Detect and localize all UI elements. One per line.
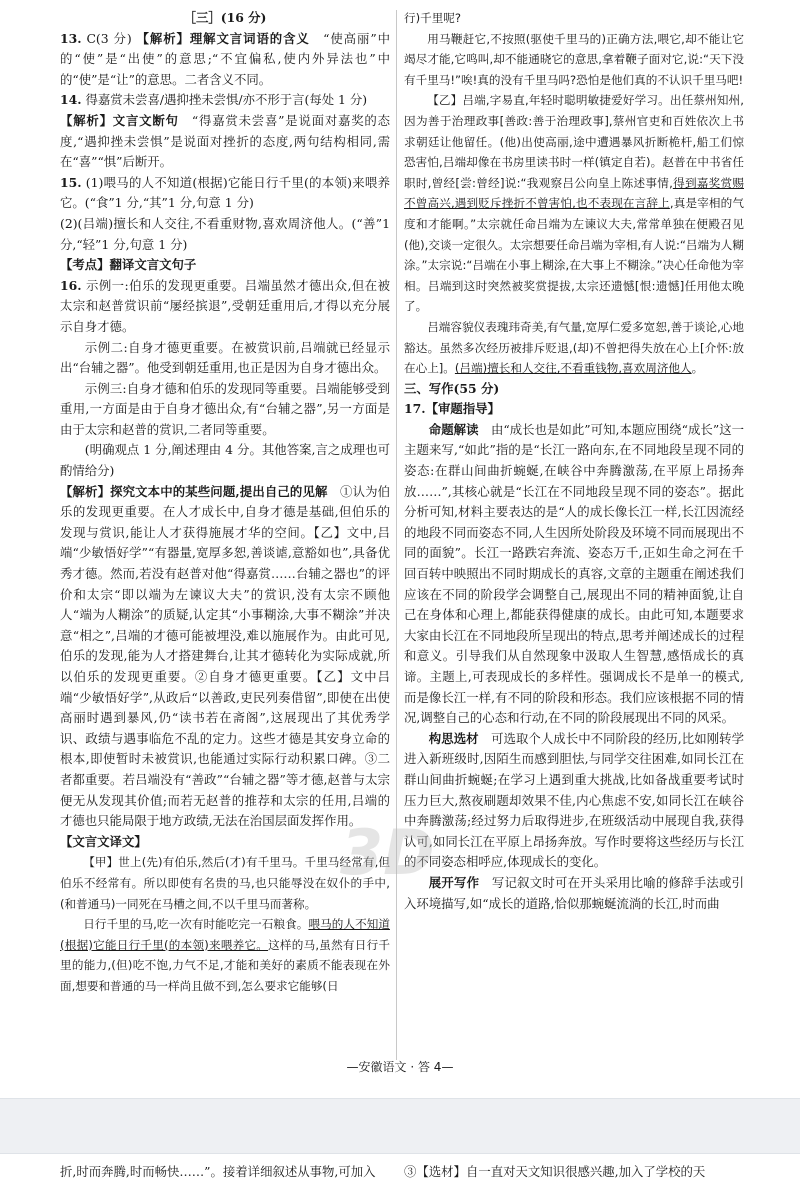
q17-header: 17.【审题指导】 — [404, 401, 500, 417]
circled-number-2: ② — [194, 669, 209, 684]
right-column — [404, 8, 744, 914]
next-page-right-text: ③【选材】自一直对天文知识很感兴趣,加入了学校的天 — [404, 1164, 706, 1179]
section-header: ［三］(16 分) — [183, 10, 267, 25]
page-gap — [0, 1098, 800, 1154]
translation-jia-1: 【甲】世上(先)有伯乐,然后(才)有千里马。千里马经常有,但伯乐不经常有。所以即使有名贵的马,也只能辱没在奴仆的手中,(和普通马)一同死在马槽之间,不以千里马而著称。 — [60, 855, 390, 911]
q16-example-1: 16. 示例一:伯乐的发现更重要。吕端虽然才德出众,但在被太宗和赵普赏识前“屡经摈退”,受朝廷重用后,才得以充分展示自身才德。 — [60, 277, 390, 334]
translation-yi-2: 吕端容貌仪表瑰玮奇美,有气量,宽厚仁爱多宽恕,善于谈论,心地豁达。虽然多次经历被排斥贬退,(却)不曾把得失放在心上[介怀:放在心上]。(吕端)擅长和人交往,不看重钱物,喜欢周济他人。 — [404, 319, 744, 376]
next-page-left-text: 折,时而奔腾,时而畅快……”。接着详细叙述从事物,可加入 — [60, 1164, 376, 1179]
translation-continued: 行)千里呢? — [404, 11, 462, 25]
q15-answer-1: 15. (1)喂马的人不知道(根据)它能日行千里(的本领)来喂养它。(“食”1 分,“其”1 分,句意 1 分) — [60, 174, 390, 211]
q17-gousi-xuancai: 构思选材 可选取个人成长中不同阶段的经历,比如刚转学进入新班级时,因陌生而感到胆怯,与同学交往困难,如同长江在群山间曲折蜿蜒;在学习上遇到重大挑战,比如备战重要考试时压力巨大,熬夜刷题却效果不佳,内心焦虑不安,如同长江在峡谷中奔腾激荡;经过努力后取得进步,在班级活动中展现自我,获得认可,如同长江在平原上昂扬奔放。写作时要将这些经历与长江的不同姿态相呼应,体现成长的变化。 — [404, 730, 745, 870]
q14-analysis: 【解析】文言文断句 “得嘉赏未尝喜”是说面对嘉奖的态度,“遇抑挫未尝惧”是说面对挫折的态度,两句结构相同,需在“喜”“惧”后断开。 — [60, 112, 391, 170]
q16-analysis: 【解析】探究文本中的某些问题,提出自己的见解 ①认为伯乐的发现更重要。在人才成长中,自身才德是基础,但伯乐的发现与赏识,能让人才获得施展才华的空间。【乙】文中,吕端“少敏悟好学”“有器量,宽厚多恕,善谈谑,意豁如也”,具备优秀才德。然而,若没有赵普对他“得嘉赏……台辅之器也”的评价和太宗“即以端为左谏议大夫”的赏识,没有太宗不顾他人“端为人糊涂”的质疑,认定其“小事糊涂,大事不糊涂”并决意“相之”,吕端的才德可能被埋没,难以施展作为。由此可见,伯乐的发现,能为人才搭建舞台,让其才德转化为实际成就,所以伯乐的发现更重要。②自身才德更重要。【乙】文中吕端“少敏悟好学”,从政后“以善政,吏民列奏借留”,即使在出使高丽时遇到暴风,仍“读书若在斋阁”,这展现出了其优秀学识、政绩与遇事临危不乱的定力。这些才德是其安身立命的根本,即使暂时未被赏识,也能通过实际行动积累口碑。③二者都重要。若吕端没有“善政”“台辅之器”等才德,赵普与太宗便无从发现其价值;而若无赵普的推荐和太宗的任用,吕端的才德也只能局限于地方政绩,无法在治国层面发挥作用。 — [60, 483, 391, 829]
q14-answer: 14. 得嘉赏未尝喜/遇抑挫未尝惧/亦不形于言(每处 1 分) — [60, 92, 368, 108]
q15-answer-2: (2)(吕端)擅长和人交往,不看重财物,喜欢周济他人。(“善”1 分,“轻”1 分,句意 1 分) — [60, 215, 390, 252]
q16-example-2: 示例二:自身才德更重要。在被赏识前,吕端就已经显示出“台辅之器”。他受到朝廷重用,也正是因为自身才德出众。 — [60, 339, 390, 376]
circled-number-1: ① — [340, 483, 353, 499]
watermark-logo: 3D — [340, 816, 435, 889]
translation-jia-2: 日行千里的马,吃一次有时能吃完一石粮食。喂马的人不知道(根据)它能日行千里(的本领)来喂养它。这样的马,虽然有日行千里的能力,(但)吃不饱,力气不足,才能和美好的素质不能表现在外面,想要和普通的马一样尚且做不到,怎么要求它能够(日 — [60, 917, 390, 993]
q13-answer: 13. C(3 分) 【解析】理解文言词语的含义 “使高丽”中的“使”是“出使”的意思;“不宜偏私,使内外异法也”中的“使”是“让”的意思。二者含义不同。 — [60, 30, 390, 87]
q16-example-3: 示例三:自身才德和伯乐的发现同等重要。吕端能够受到重用,一方面是由于自身才德出众,有“台辅之器”,另一方面是由于太宗和赵普的赏识,二者同等重要。 — [60, 380, 390, 437]
section-writing-header: 三、写作(55 分) — [404, 380, 500, 396]
q15-kaodian: 【考点】翻译文言文句子 — [60, 257, 197, 273]
column-divider — [396, 10, 397, 1060]
q17-mingti-jiedu: 命题解读 由“成长也是如此”可知,本题应围绕“成长”这一主题来写,“如此”指的是“长江一路向东,在不同地段呈现不同的姿态:在群山间曲折蜿蜒,在峡谷中奔腾激荡,在平原上昂扬奔放……”,其核心就是“长江在不同地段呈现不同的姿态”。据此分析可知,材料主要表达的是“人的成长像长江一样,长江因流经的地段不同而姿态不同,人生因所处阶段及环境不同而展现出不同的面貌”。长江一路跌宕奔流、姿态万千,正如生命之河在千回百转中映照出不同时期成长的真容,文章的主题重在阐述我们应该在不同的阶段学会调整自己,展现出不同的精神面貌,让自己在身体和心理上,都能获得健康的成长。由此可知,本题要求大家由长江在不同地段所呈现出的特点,思考并阐述成长的过程和意义。引导我们从自然现象中汲取人生智慧,感悟成长的真谛。主题上,可表现成长的多样性。强调成长不是单一的模式,而是像长江一样,有不同的阶段和形态。我们应该根据不同的情况,调整自己的心态和行动,在不同的阶段展现出不同的风采。 — [404, 421, 745, 726]
page-footer: —安徽语文 · 答 4— — [346, 1060, 454, 1074]
q17-kaizhan-xiezuo: 展开写作 写记叙文时可在开头采用比喻的修辞手法或引入环境描写,如“成长的道路,恰似那蜿蜒流淌的长江,时而曲 — [404, 874, 745, 911]
q16-scoring-note: (明确观点 1 分,阐述理由 4 分。其他答案,言之成理也可酌情给分) — [60, 442, 390, 479]
translation-header: 【文言文译文】 — [60, 833, 147, 849]
translation-yi-1: 【乙】吕端,字易直,年轻时聪明敏捷爱好学习。出任蔡州知州,因为善于治理政事[善政:善于治理政事],蔡州官吏和百姓依次上书求朝廷让他留任。(他)出使高丽,途中遭遇暴风折断桅杆,船工们惊恐害怕,吕端却像在书房里读书时一样(镇定自若)。赵普在中书省任职时,曾经[尝:曾经]说:“我观察吕公向皇上陈述事情,得到嘉奖赏赐不曾高兴,遇到贬斥挫折不曾害怕,也不表现在言辞上,真是宰相的气度和才能啊。”太宗就任命吕端为左谏议大夫,常常单独在便殿召见(他),交谈一定很久。太宗想要任命吕端为宰相,有人说:“吕端为人糊涂。”太宗说:“吕端在小事上糊涂,在大事上不糊涂。”决心任命他为宰相。吕端到这时突然被奖赏提拔,太宗还遗憾[恨:遗憾]任用他太晚了。 — [404, 93, 745, 314]
circled-number-3: ③ — [364, 751, 378, 767]
translation-jia-3: 用马鞭赶它,不按照(驱使千里马的)正确方法,喂它,却不能让它竭尽才能,它鸣叫,却不能通晓它的意思,拿着鞭子面对它,说:“天下没有千里马!”唉!真的没有千里马吗?恐怕是他们真的不认识千里马吧! — [404, 31, 744, 87]
